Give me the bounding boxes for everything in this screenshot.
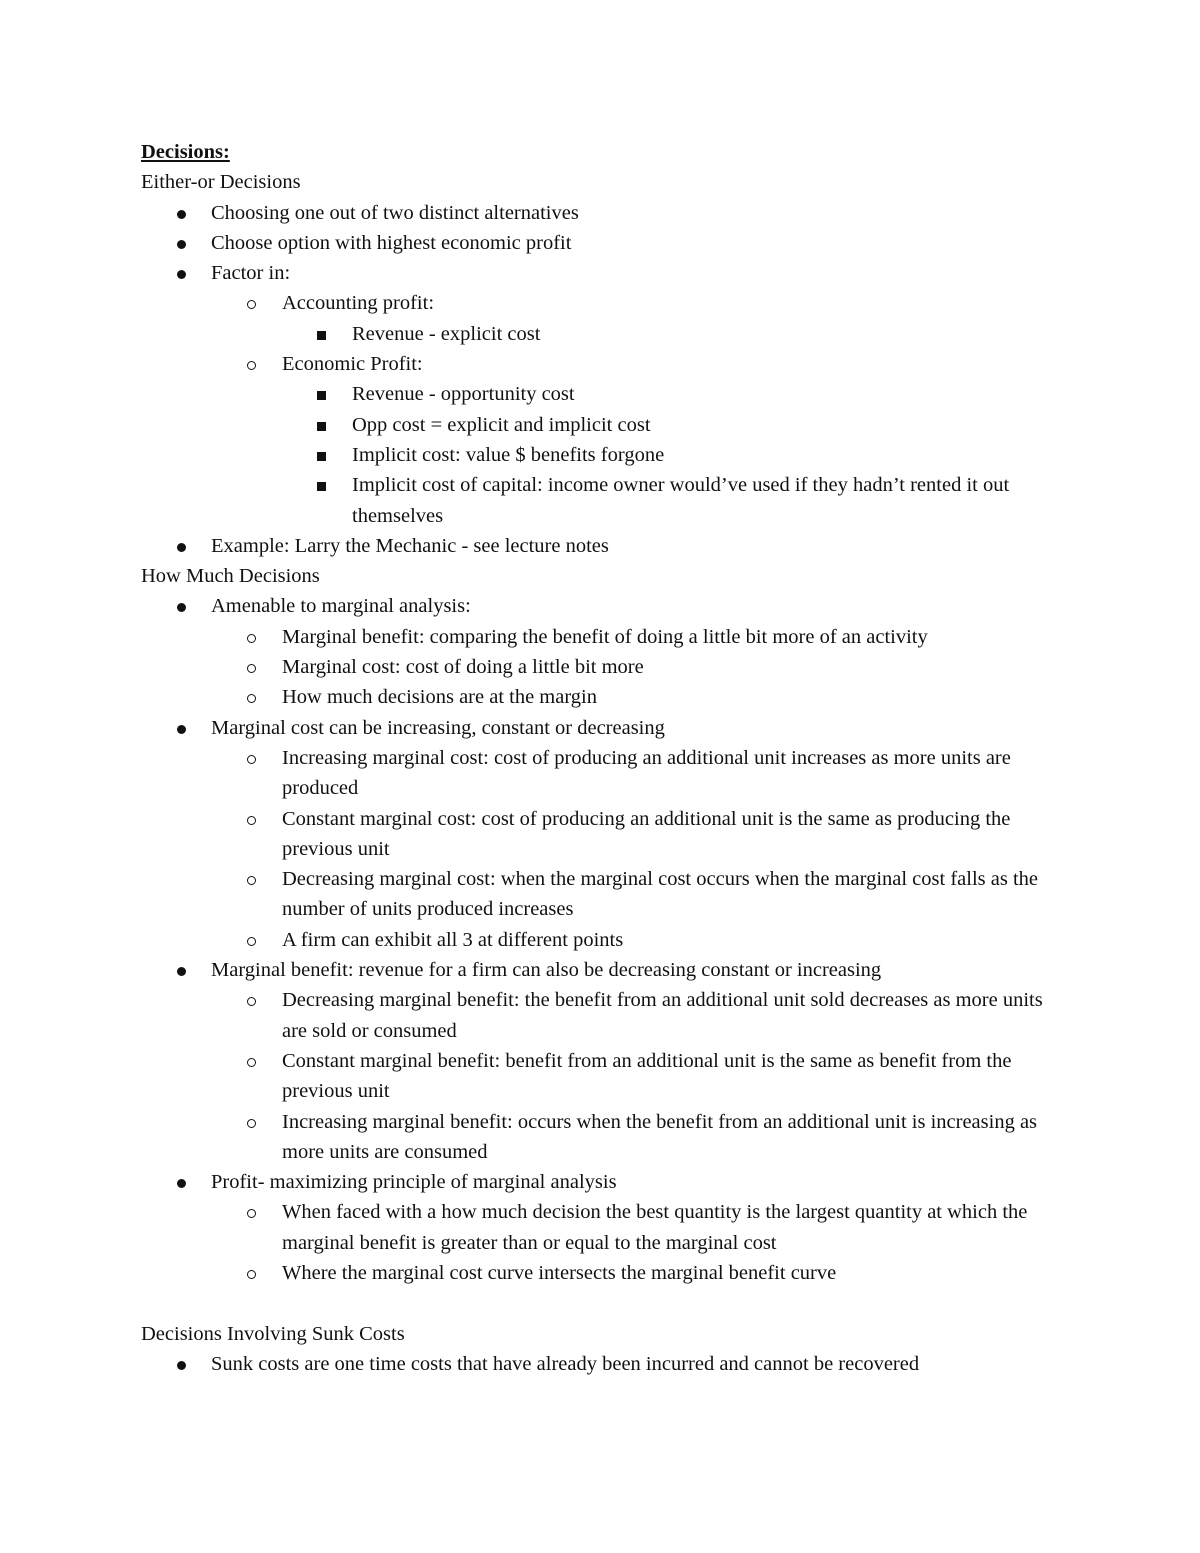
- list-item: [141, 1349, 1061, 1379]
- list-item-text: Marginal cost can be increasing, constant or decreasing: [211, 716, 665, 739]
- list-item: [141, 804, 1061, 865]
- list-item-text: Marginal benefit: revenue for a firm can also be decreasing constant or increasing: [211, 959, 882, 982]
- list-item: [141, 713, 1061, 743]
- list-item-text: Revenue - opportunity cost: [352, 383, 575, 406]
- list-item-text: A firm can exhibit all 3 at different points: [282, 928, 624, 951]
- list-item: [141, 379, 1061, 409]
- document-page: [141, 137, 1061, 1379]
- list-item: [141, 1046, 1061, 1107]
- list-item-text: Marginal benefit: comparing the benefit of doing a little bit more of an activity: [282, 625, 928, 648]
- list-item: [141, 864, 1061, 925]
- list-item-text: Decreasing marginal cost: when the marginal cost occurs when the marginal cost falls as the number of units produced increases: [282, 868, 1038, 921]
- list-item-text: Factor in:: [211, 262, 291, 285]
- section-heading-either-or: Either-or Decisions: [141, 171, 301, 194]
- list-item: [141, 652, 1061, 682]
- list-item-text: How much decisions are at the margin: [282, 686, 598, 709]
- list-item-text: Where the marginal cost curve intersects the marginal benefit curve: [282, 1261, 837, 1284]
- list-item-text: Amenable to marginal analysis:: [211, 595, 471, 618]
- list-item: [141, 531, 1061, 561]
- list-item-text: Revenue - explicit cost: [352, 322, 541, 345]
- list-item: [141, 319, 1061, 349]
- list-item-text: Example: Larry the Mechanic - see lecture notes: [211, 534, 609, 557]
- list-item-text: Accounting profit:: [282, 292, 435, 315]
- list-item: [141, 440, 1061, 470]
- list-item-text: When faced with a how much decision the best quantity is the largest quantity at which the marginal benefit is greater than or equal to the marginal cost: [282, 1201, 1028, 1254]
- list-item-text: Choose option with highest economic profit: [211, 231, 572, 254]
- list-item-text: Constant marginal benefit: benefit from an additional unit is the same as benefit from the previous unit: [282, 1049, 1012, 1103]
- list-item: [141, 925, 1061, 955]
- page-title: Decisions:: [141, 141, 230, 163]
- list-item: [141, 682, 1061, 712]
- list-item: [141, 1258, 1061, 1288]
- list-item: [141, 1167, 1061, 1197]
- list-item-text: Marginal cost: cost of doing a little bit more: [282, 656, 644, 679]
- list-item: [141, 1197, 1061, 1258]
- list-item: [141, 955, 1061, 985]
- list-item-text: Choosing one out of two distinct alternatives: [211, 201, 579, 224]
- list-item-text: Constant marginal cost: cost of producing an additional unit is the same as producing the previous unit: [282, 807, 1011, 860]
- list-item-text: Economic Profit:: [282, 353, 423, 376]
- list-item: [141, 288, 1061, 318]
- list-item-text: Increasing marginal benefit: occurs when the benefit from an additional unit is increasing as more units are consumed: [282, 1110, 1038, 1163]
- list-item: [141, 985, 1061, 1046]
- list-item-text: Increasing marginal cost: cost of producing an additional unit increases as more units are produced: [282, 746, 1011, 800]
- section-heading-how-much: How Much Decisions: [141, 565, 320, 588]
- list-item: [141, 198, 1061, 228]
- list-item: [141, 258, 1061, 288]
- list-item-text: Decreasing marginal benefit: the benefit from an additional unit sold decreases as more units are sold or consumed: [282, 989, 1043, 1042]
- list-item: [141, 470, 1061, 531]
- list-item: [141, 591, 1061, 621]
- list-item-text: Sunk costs are one time costs that have already been incurred and cannot be recovered: [211, 1352, 920, 1375]
- section-heading-sunk-costs: Decisions Involving Sunk Costs: [141, 1322, 405, 1345]
- list-item: [141, 1107, 1061, 1168]
- list-item: [141, 228, 1061, 258]
- list-item: [141, 410, 1061, 440]
- list-item: [141, 622, 1061, 652]
- blank-line: [141, 1288, 1061, 1318]
- list-item-text: Implicit cost: value $ benefits forgone: [352, 443, 665, 466]
- list-item-text: Profit- maximizing principle of marginal analysis: [211, 1171, 617, 1194]
- list-item-text: Opp cost = explicit and implicit cost: [352, 413, 651, 436]
- list-item: [141, 349, 1061, 379]
- list-item-text: Implicit cost of capital: income owner would’ve used if they hadn’t rented it out themselves: [352, 474, 1010, 527]
- list-item: [141, 743, 1061, 804]
